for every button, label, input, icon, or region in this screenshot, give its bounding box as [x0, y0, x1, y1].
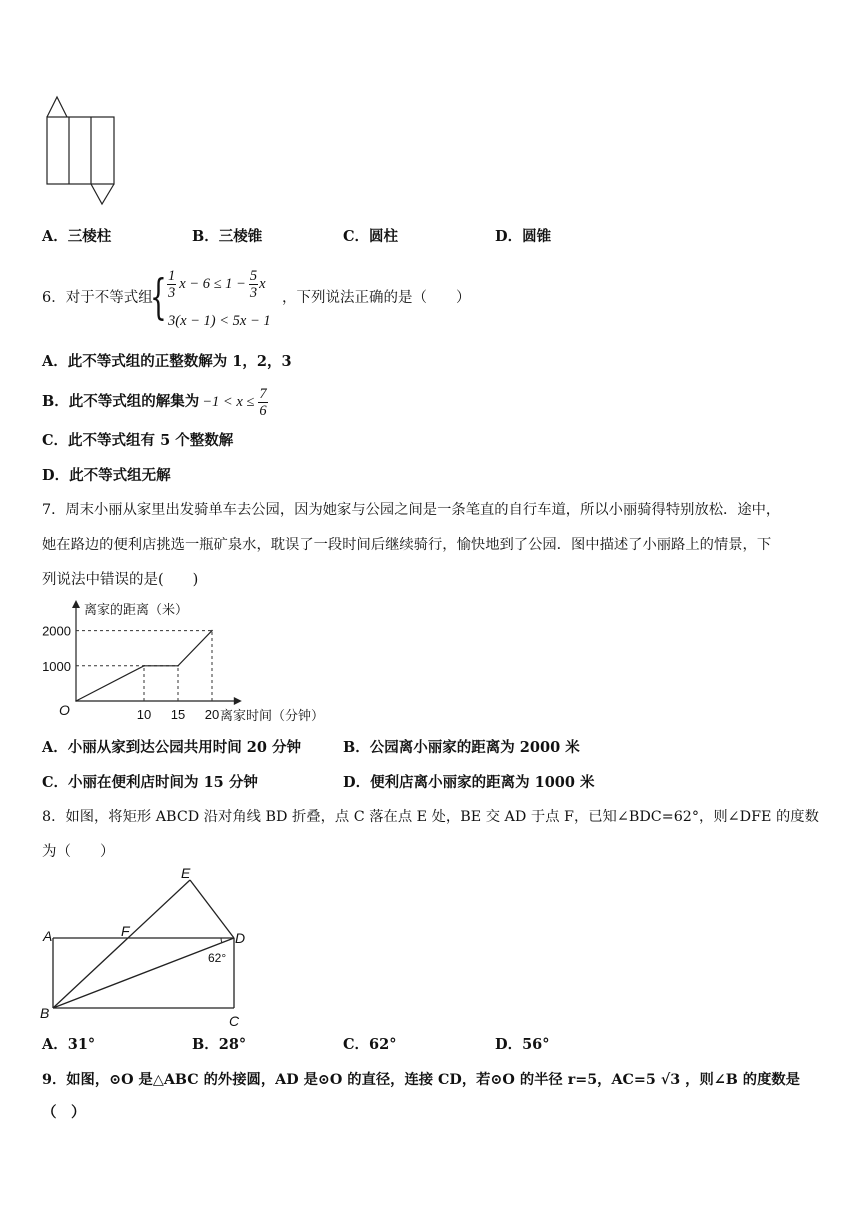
x-axis-arrow [234, 697, 242, 705]
q6-option-b: B．此不等式组的解集为 −1 < x ≤ $\frac{7}{6}$ [42, 385, 267, 419]
label-b: B [40, 1005, 50, 1021]
q7-text-line-3: 列说法中错误的是( ) [42, 572, 199, 588]
q7-text-line-2: 她在路边的便利店挑选一瓶矿泉水，耽误了一段时间后继续骑行，愉快地到了公园．图中描述了小丽路上的情景，下 [42, 537, 772, 553]
q6-suffix: ，下列说法正确的是（ ） [282, 290, 471, 306]
q8-option-b: B．28° [192, 1036, 247, 1053]
q7-text-line-1: 7．周末小丽从家里出发骑单车去公园，因为她家与公园之间是一条笔直的自行车道，所以小丽骑得特别放松．途中， [42, 502, 781, 518]
q8-text-line-2: 为（ ） [42, 844, 115, 860]
q8-option-a: A．31° [42, 1036, 96, 1053]
label-a: A [43, 928, 53, 944]
label-f: F [121, 923, 130, 939]
y-tick-label-1000: 1000 [42, 658, 71, 674]
rectangle-fold-figure [38, 866, 250, 1026]
distance-time-chart [40, 598, 360, 728]
x-tick-label-10: 10 [136, 707, 152, 722]
q7-option-d: D．便利店离小丽家的距离为 1000 米 [343, 774, 595, 791]
data-point-2 [177, 665, 179, 667]
q6-inequality-1: $\frac{1}{3}$ x − 6 ≤ 1 − $\frac{5}{3}$ x [168, 267, 266, 301]
q5-option-c: C．圆柱 [343, 228, 399, 245]
y-tick-label-2000: 2000 [42, 623, 71, 639]
label-e: E [181, 866, 191, 881]
q5-option-b: B．三棱锥 [192, 228, 263, 245]
data-point-3 [211, 630, 213, 632]
q8-text-line-1: 8．如图，将矩形 ABCD 沿对角线 BD 折叠，点 C 落在点 E 处，BE 交 AD 于点 F，已知∠BDC=62°，则∠DFE 的度数 [42, 809, 819, 825]
q6-option-a: A．此不等式组的正整数解为 1，2，3 [42, 353, 292, 370]
x-tick-label-20: 20 [204, 707, 220, 722]
y-axis-label: 离家的距离（米） [84, 602, 189, 617]
q6-inequality-2: 3(x − 1) < 5x − 1 [168, 313, 271, 329]
data-point-0 [75, 700, 77, 702]
q7-option-a: A．小丽从家到达公园共用时间 20 分钟 [42, 739, 302, 756]
x-axis-label: 离家时间（分钟） [220, 708, 325, 723]
label-d: D [235, 930, 246, 946]
q6-prefix: 6．对于不等式组 [42, 290, 153, 306]
q6-option-c: C．此不等式组有 5 个整数解 [42, 432, 234, 449]
q8-option-d: D．56° [495, 1036, 550, 1053]
segment-ed [190, 880, 234, 938]
segment-be [53, 880, 190, 1008]
q6-frac-1: $\frac{1}{3}$ [168, 267, 176, 301]
q5-option-a: A．三棱柱 [42, 228, 112, 245]
y-axis-arrow [72, 600, 80, 608]
q9-text-line-2: （ ） [42, 1104, 86, 1121]
origin-label: O [59, 702, 70, 718]
diagonal-bd [53, 938, 234, 1008]
q6-option-b-frac: $\frac{7}{6}$ [259, 385, 267, 419]
q7-option-b: B．公园离小丽家的距离为 2000 米 [343, 739, 580, 756]
label-angle-62: 62° [208, 951, 227, 965]
label-c: C [229, 1013, 240, 1026]
x-tick-label-15: 15 [170, 707, 186, 722]
q6-option-d: D．此不等式组无解 [42, 467, 171, 484]
prism-net-figure [40, 92, 122, 210]
q9-text-line-1: 9．如图，⊙O 是△ABC 的外接圆，AD 是⊙O 的直径，连接 CD，若⊙O 的半径 r=5，AC=5 √3 ，则∠B 的度数是 [42, 1072, 800, 1088]
q6-frac-2: $\frac{5}{3}$ [249, 267, 258, 301]
q7-option-c: C．小丽在便利店时间为 15 分钟 [42, 774, 258, 791]
q5-option-d: D．圆锥 [495, 228, 552, 245]
data-point-1 [143, 665, 145, 667]
q6-brace: { [150, 269, 167, 325]
q8-option-c: C．62° [343, 1036, 397, 1053]
